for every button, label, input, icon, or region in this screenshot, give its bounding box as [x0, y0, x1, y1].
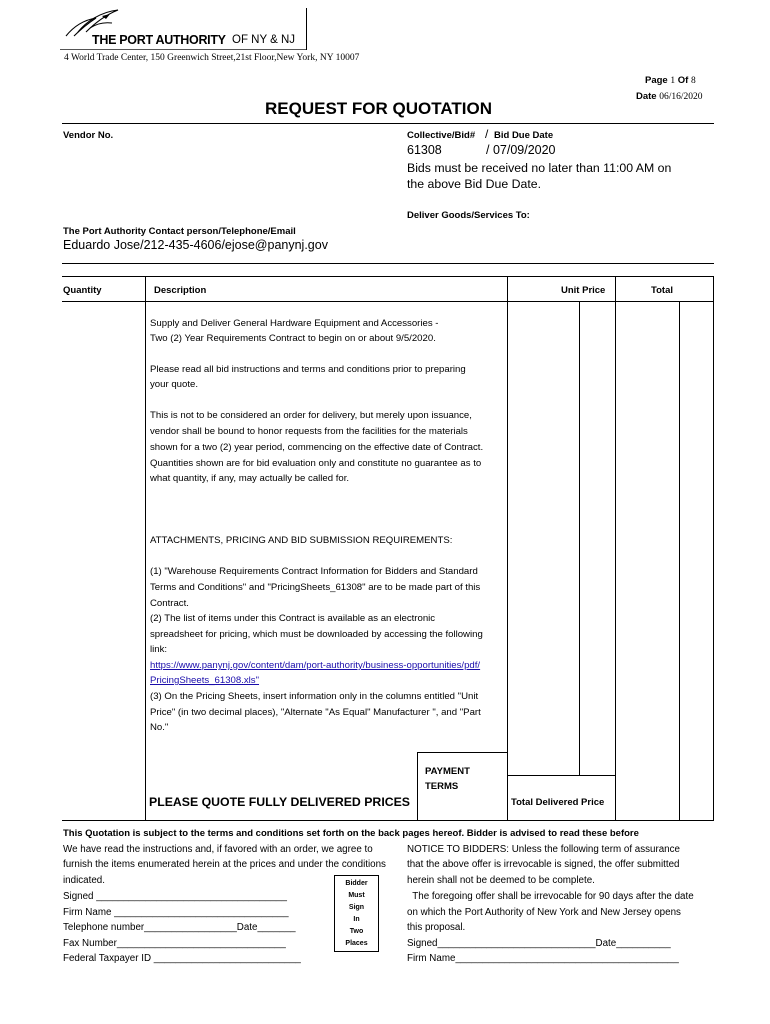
agreement-line: furnish the items enumerated herein at the prices and under the conditions: [63, 859, 386, 870]
column-header-description: Description: [154, 285, 207, 296]
collective-bid-label: Collective/Bid#: [407, 130, 476, 141]
description-line: Quantities shown are for bid evaluation only and constitute no guarantee as to: [150, 458, 482, 469]
irrevocable-firm-name-field[interactable]: Firm Name_________________________________________: [407, 953, 679, 964]
attachment-line: (2) The list of items under this Contract is available as an electronic: [150, 613, 436, 624]
column-header-unit-price: Unit Price: [561, 285, 606, 296]
bid-due-date: / 07/09/2020: [486, 143, 556, 157]
description-line: Supply and Deliver General Hardware Equipment and Accessories -: [150, 318, 439, 329]
date-indicator: [636, 91, 703, 102]
page-label: Page: [645, 75, 668, 86]
bid-number: 61308: [407, 143, 442, 157]
agreement-line: indicated.: [63, 875, 105, 886]
signed-field[interactable]: Signed ___________________________________: [63, 891, 287, 902]
vendor-no-label: Vendor No.: [63, 130, 114, 141]
total-delivered-price-label: Total Delivered Price: [511, 797, 605, 808]
description-line: vendor shall be bound to honor requests from the facilities for the materials: [150, 426, 468, 437]
bidder-sign-text: Places: [345, 940, 368, 947]
notice-line: that the above offer is irrevocable is signed, the offer submitted: [407, 859, 680, 870]
federal-taxpayer-id-field[interactable]: Federal Taxpayer ID ___________________________: [63, 953, 301, 964]
of-label: Of: [677, 75, 689, 86]
bids-notice-line-2: the above Bid Due Date.: [407, 177, 541, 191]
bids-notice-line-1: Bids must be received no later than 11:00 AM on: [407, 161, 672, 175]
column-header-total: Total: [651, 285, 673, 296]
attachment-line: spreadsheet for pricing, which must be downloaded by accessing the following: [150, 629, 483, 640]
telephone-date-field[interactable]: Telephone number_________________Date_______: [63, 922, 296, 933]
page-total: 8: [690, 76, 696, 86]
description-line: Two (2) Year Requirements Contract to begin on or about 9/5/2020.: [150, 333, 436, 344]
notice-line: The foregoing offer shall be irrevocable for 90 days after the date: [407, 891, 694, 902]
bidder-sign-text: In: [353, 916, 360, 923]
bidder-sign-text: Two: [349, 928, 364, 935]
bidder-sign-text: Must: [348, 892, 365, 899]
fax-number-field[interactable]: Fax Number_______________________________: [63, 938, 286, 949]
page-indicator: [645, 75, 696, 86]
attachment-line: Terms and Conditions" and "PricingSheets_61308" are to be made part of this: [150, 582, 481, 593]
attachment-line: Contract.: [150, 598, 189, 609]
org-suffix: OF NY & NJ: [232, 34, 296, 46]
org-name: THE PORT AUTHORITY: [92, 33, 226, 47]
date-label: Date: [636, 91, 657, 102]
description-line: This is not to be considered an order for delivery, but merely upon issuance,: [150, 410, 472, 421]
description-line: what quantity, if any, may actually be called for.: [150, 473, 350, 484]
description-line: your quote.: [150, 379, 199, 390]
column-header-quantity: Quantity: [63, 285, 102, 296]
payment-terms-label: PAYMENT: [425, 766, 470, 777]
address-line: 4 World Trade Center, 150 Greenwich Street,21st Floor,New York, NY 10007: [64, 53, 360, 63]
bid-due-date-label: Bid Due Date: [494, 130, 554, 141]
contact-value: Eduardo Jose/212-435-4606/ejose@panynj.gov: [63, 238, 328, 252]
quote-fully-delivered-notice: PLEASE QUOTE FULLY DELIVERED PRICES: [149, 795, 411, 809]
notice-line: NOTICE TO BIDDERS: Unless the following term of assurance: [407, 844, 680, 855]
irrevocable-signed-field[interactable]: Signed_____________________________Date__________: [407, 938, 671, 949]
attachment-line: Price" (in two decimal places), "Alternate "As Equal" Manufacturer ", and "Part: [150, 707, 481, 718]
pricing-sheets-link-cont[interactable]: PricingSheets_61308.xls": [150, 675, 260, 686]
attachment-line: No.": [150, 722, 169, 733]
attachments-heading: ATTACHMENTS, PRICING AND BID SUBMISSION REQUIREMENTS:: [150, 535, 453, 546]
logo: [60, 6, 310, 50]
notice-line: herein shall not be deemed to be complete.: [407, 875, 595, 886]
date-value: 06/16/2020: [659, 92, 703, 102]
firm-name-field[interactable]: Firm Name ________________________________: [63, 907, 289, 918]
pricing-sheets-link[interactable]: https://www.panynj.gov/content/dam/port-authority/business-opportunities/pdf/: [150, 660, 481, 671]
payment-terms-label-2: TERMS: [425, 781, 459, 792]
bid-slash: /: [485, 127, 489, 141]
notice-line: on which the Port Authority of New York and New Jersey opens: [407, 907, 681, 918]
agreement-line: We have read the instructions and, if favored with an order, we agree to: [63, 844, 373, 855]
deliver-to-label: Deliver Goods/Services To:: [407, 210, 530, 221]
contact-label: The Port Authority Contact person/Telephone/Email: [63, 226, 296, 237]
attachment-line: (3) On the Pricing Sheets, insert information only in the columns entitled "Unit: [150, 691, 479, 702]
description-line: Please read all bid instructions and terms and conditions prior to preparing: [150, 364, 466, 375]
page-number: 1: [670, 76, 676, 86]
terms-notice: This Quotation is subject to the terms and conditions set forth on the back pages hereof. Bidder is advised to read these before: [63, 828, 639, 839]
attachment-line: link:: [150, 644, 168, 655]
notice-line: this proposal.: [407, 922, 466, 933]
attachment-line: (1) "Warehouse Requirements Contract Information for Bidders and Standard: [150, 566, 478, 577]
description-line: shown for a two (2) year period, commencing on the effective date of Contract.: [150, 442, 484, 453]
bidder-sign-text: Sign: [348, 904, 365, 911]
bidder-sign-text: Bidder: [345, 880, 368, 887]
page-title: REQUEST FOR QUOTATION: [265, 99, 492, 118]
